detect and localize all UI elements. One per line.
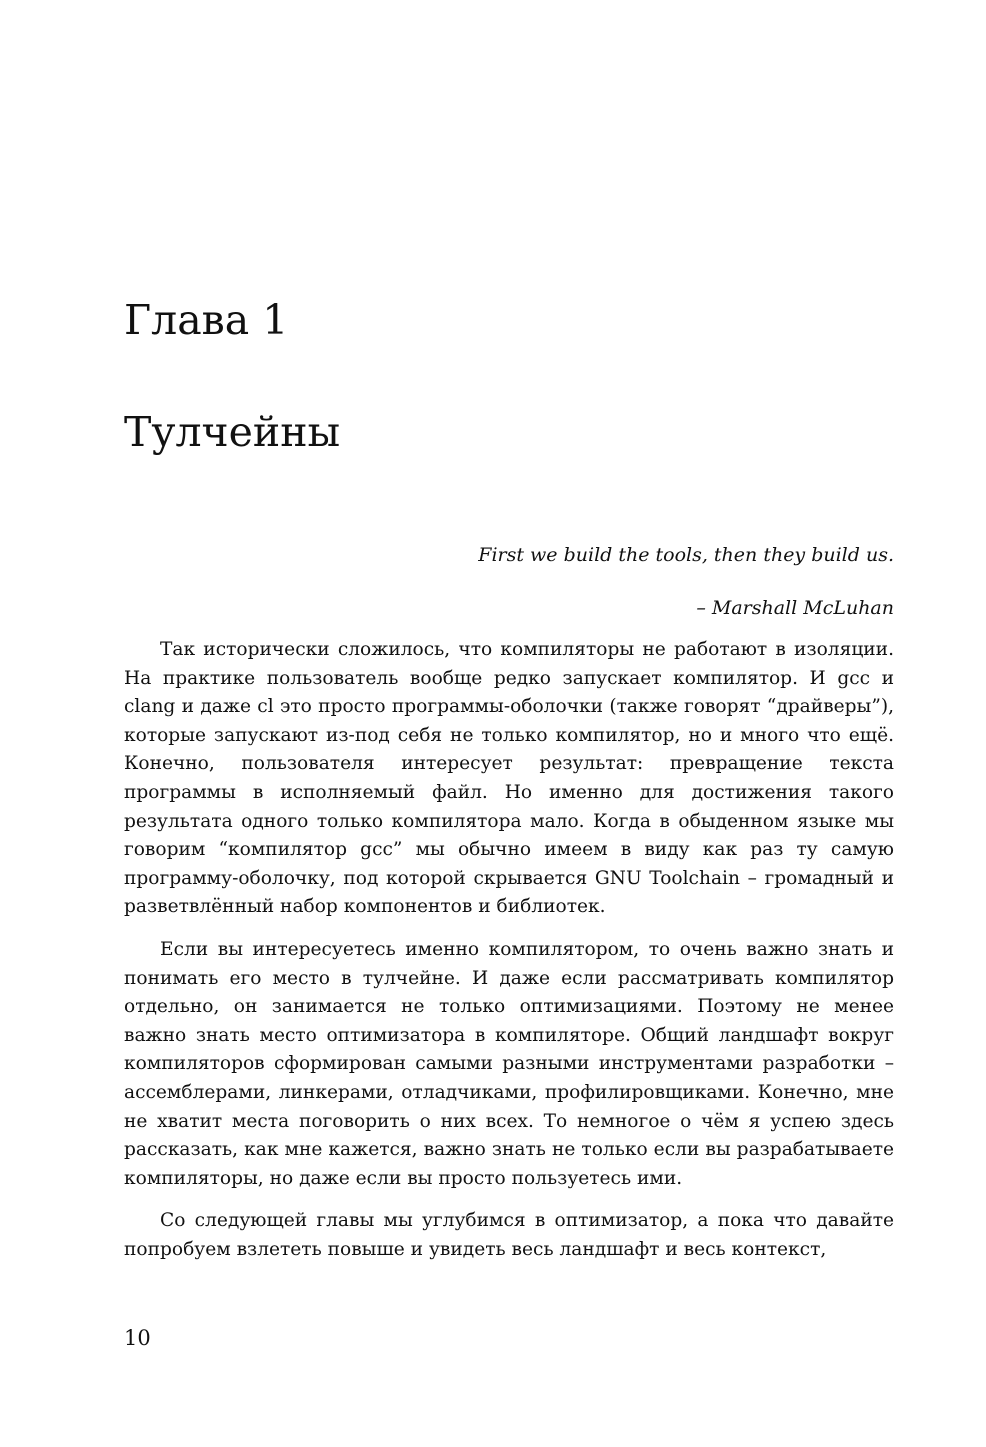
body-text (124, 636, 894, 1278)
paragraph-1: Так исторически сложилось, что компиляторы не работают в изоляции. На практике пользователь вообще редко запускает компилятор. И gcc и clang и даже cl это просто программы-оболочки (также говорят “драйверы”), которые запускают из-под себя не только компилятор, но и много что ещё. Конечно, пользователя интересует результат: превращение текста программы в исполняемый файл. Но именно для достижения такого результата одного только компилятора мало. Когда в обыденном языке мы говорим “компилятор gcc” мы обычно имеем в виду как раз ту самую программу-оболочку, под которой скрывается GNU Toolchain – громадный и разветвлённый набор компонентов и библиотек. (124, 639, 894, 918)
epigraph-author: – Marshall McLuhan (696, 597, 894, 619)
page-number: 10 (124, 1326, 151, 1350)
paragraph-2: Если вы интересуетесь именно компилятором, то очень важно знать и понимать его место в тулчейне. И даже если рассматривать компилятор отдельно, он занимается не только оптимизациями. Поэтому не менее важно знать место оптимизатора в компиляторе. Общий ландшафт вокруг компиляторов сформирован самыми разными инструментами разработки – ассемблерами, линкерами, отладчиками, профилировщиками. Конечно, мне не хватит места поговорить о них всех. То немногое о чём я успею здесь рассказать, как мне кажется, важно знать не только если вы разрабатываете компиляторы, но даже если вы просто пользуетесь ими. (124, 938, 894, 1189)
paragraph-3: Со следующей главы мы углубимся в оптимизатор, а пока что давайте попробуем взлететь повыше и увидеть весь ландшафт и весь контекст, (124, 1210, 894, 1260)
chapter-title: Тулчейны (124, 408, 341, 456)
epigraph-quote: First we build the tools, then they build us. (478, 544, 894, 566)
chapter-label: Глава 1 (124, 296, 289, 344)
